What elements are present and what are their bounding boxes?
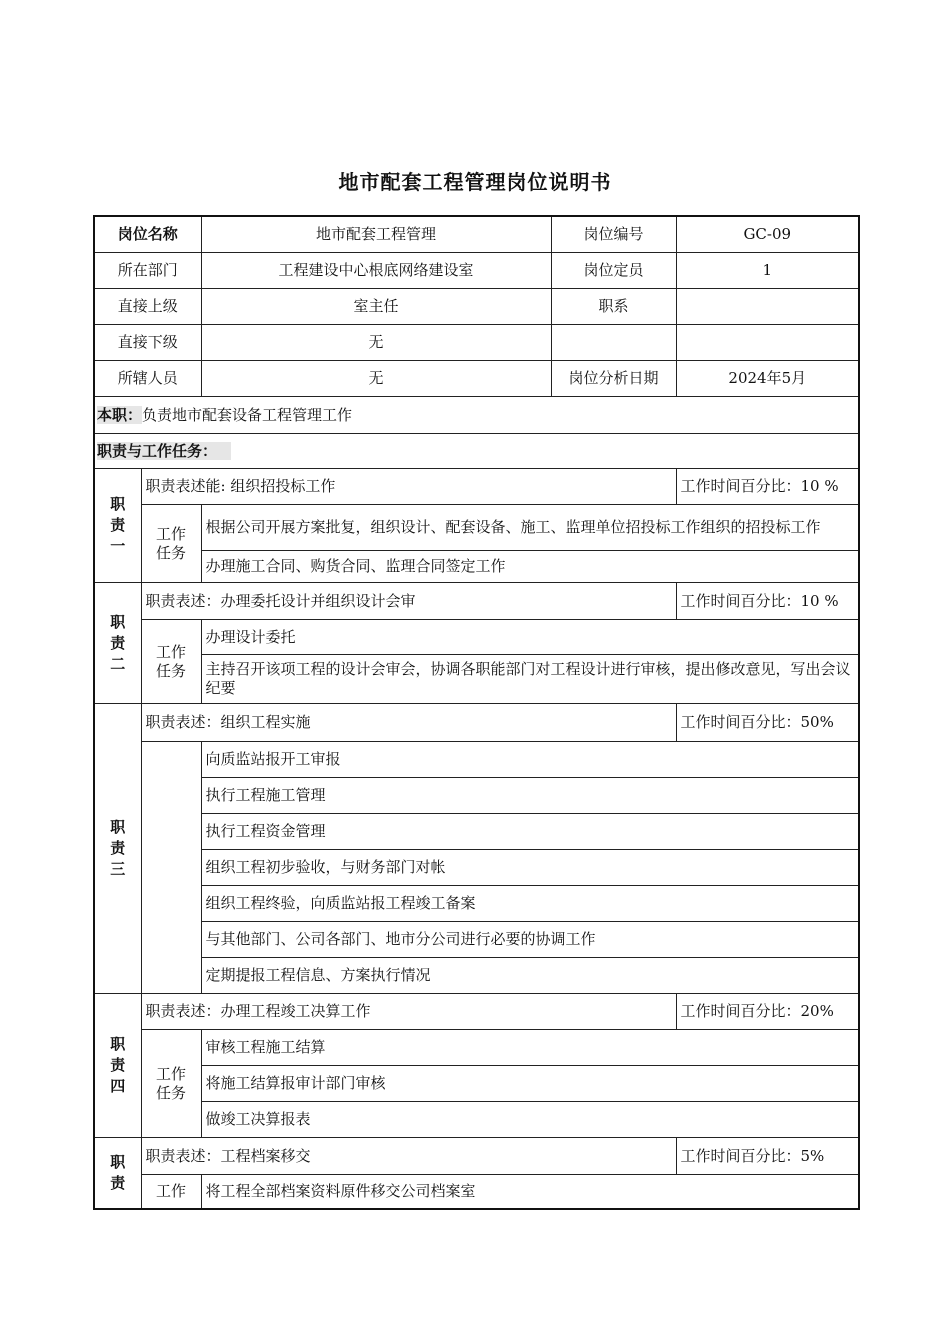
benzhi-row xyxy=(94,397,859,434)
task-item: 组织工程初步验收，与财务部门对帐 xyxy=(201,850,859,886)
duty-label: 职责 xyxy=(94,1138,141,1209)
label-headcount: 岗位定员 xyxy=(551,253,676,289)
empty-cell xyxy=(676,325,859,361)
value-analysis-date: 2024年5月 xyxy=(676,361,859,397)
job-description-table xyxy=(93,215,858,1210)
info-row-staff xyxy=(94,361,859,397)
task-row xyxy=(94,655,859,704)
task-label: 工作任务 xyxy=(141,505,201,583)
task-item: 将施工结算报审计部门审核 xyxy=(201,1066,859,1102)
label-position-name: 岗位名称 xyxy=(94,216,201,253)
task-item: 办理施工合同、购货合同、监理合同签定工作 xyxy=(201,551,859,583)
label-superior: 直接上级 xyxy=(94,289,201,325)
task-label-empty xyxy=(141,742,201,994)
label-job-family: 职系 xyxy=(551,289,676,325)
task-label: 工作任务 xyxy=(141,1030,201,1138)
value-position-code: GC-09 xyxy=(676,216,859,253)
duty-time-percent: 工作时间百分比：5% xyxy=(676,1138,859,1175)
duty-time-percent: 工作时间百分比：20% xyxy=(676,994,859,1030)
task-item: 审核工程施工结算 xyxy=(201,1030,859,1066)
task-row xyxy=(94,1066,859,1102)
value-subordinate: 无 xyxy=(201,325,551,361)
duty-label: 职责三 xyxy=(94,704,141,994)
task-item: 办理设计委托 xyxy=(201,620,859,655)
label-staff: 所辖人员 xyxy=(94,361,201,397)
task-row xyxy=(94,742,859,778)
task-item: 执行工程资金管理 xyxy=(201,814,859,850)
task-row xyxy=(94,850,859,886)
info-row-position-name xyxy=(94,216,859,253)
value-staff: 无 xyxy=(201,361,551,397)
task-row xyxy=(94,886,859,922)
duties-header-row xyxy=(94,434,859,469)
task-item: 组织工程终验，向质监站报工程竣工备案 xyxy=(201,886,859,922)
info-row-subordinate xyxy=(94,325,859,361)
info-row-superior xyxy=(94,289,859,325)
task-label: 工作 xyxy=(141,1175,201,1209)
value-superior: 室主任 xyxy=(201,289,551,325)
duty-label: 职责一 xyxy=(94,469,141,583)
task-row xyxy=(94,814,859,850)
value-job-family xyxy=(676,289,859,325)
task-row xyxy=(94,620,859,655)
task-item: 向质监站报开工审报 xyxy=(201,742,859,778)
duty-description: 职责表述能: 组织招投标工作 xyxy=(141,469,676,505)
info-row-department xyxy=(94,253,859,289)
duty-description: 职责表述：工程档案移交 xyxy=(141,1138,676,1175)
task-item: 定期提报工程信息、方案执行情况 xyxy=(201,958,859,994)
task-item: 主持召开该项工程的设计会审会，协调各职能部门对工程设计进行审核，提出修改意见，写出会议纪要 xyxy=(201,655,859,704)
duty-row xyxy=(94,994,859,1030)
duty-row xyxy=(94,583,859,620)
duty-row xyxy=(94,469,859,505)
duty-time-percent: 工作时间百分比：10 % xyxy=(676,469,859,505)
duty-row xyxy=(94,1138,859,1175)
task-item: 将工程全部档案资料原件移交公司档案室 xyxy=(201,1175,859,1209)
label-department: 所在部门 xyxy=(94,253,201,289)
duty-row xyxy=(94,704,859,742)
duty-description: 职责表述：办理工程竣工决算工作 xyxy=(141,994,676,1030)
label-analysis-date: 岗位分析日期 xyxy=(551,361,676,397)
value-position-name: 地市配套工程管理 xyxy=(201,216,551,253)
task-row xyxy=(94,551,859,583)
task-item: 执行工程施工管理 xyxy=(201,778,859,814)
duties-header: 职责与工作任务： xyxy=(97,442,231,460)
task-row xyxy=(94,778,859,814)
task-item: 与其他部门、公司各部门、地市分公司进行必要的协调工作 xyxy=(201,922,859,958)
task-row xyxy=(94,1102,859,1138)
page-title: 地市配套工程管理岗位说明书 xyxy=(338,170,612,194)
task-label: 工作任务 xyxy=(141,620,201,704)
empty-cell xyxy=(551,325,676,361)
value-headcount: 1 xyxy=(676,253,859,289)
task-item: 做竣工决算报表 xyxy=(201,1102,859,1138)
duty-label: 职责四 xyxy=(94,994,141,1138)
task-row xyxy=(94,505,859,551)
duty-description: 职责表述：组织工程实施 xyxy=(141,704,676,742)
task-row xyxy=(94,1175,859,1209)
benzhi-label: 本职： xyxy=(97,405,143,424)
value-department: 工程建设中心根底网络建设室 xyxy=(201,253,551,289)
duty-label: 职责二 xyxy=(94,583,141,704)
benzhi-text: 负责地市配套设备工程管理工作 xyxy=(142,405,353,424)
duty-time-percent: 工作时间百分比：10 % xyxy=(676,583,859,620)
task-row xyxy=(94,1030,859,1066)
label-subordinate: 直接下级 xyxy=(94,325,201,361)
label-position-code: 岗位编号 xyxy=(551,216,676,253)
duty-description: 职责表述：办理委托设计并组织设计会审 xyxy=(141,583,676,620)
task-item: 根据公司开展方案批复，组织设计、配套设备、施工、监理单位招投标工作组织的招投标工作 xyxy=(201,505,859,551)
duty-time-percent: 工作时间百分比：50% xyxy=(676,704,859,742)
task-row xyxy=(94,922,859,958)
task-row xyxy=(94,958,859,994)
